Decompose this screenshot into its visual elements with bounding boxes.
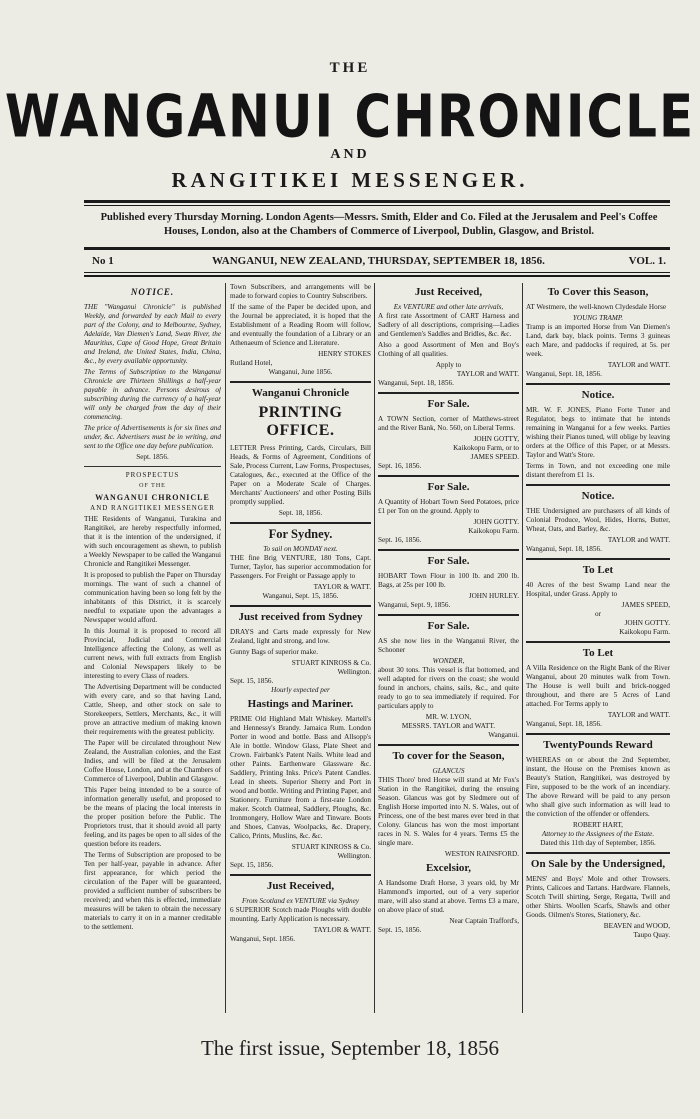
hotel-date: Wanganui, June 1856. — [268, 368, 333, 376]
prospectus-paragraph-3: In this Journal it is proposed to record all Provincial, Judicial and Commercial Intelligence affecting the Colony, as well as current news, with full extracts from English and Colonial Newspapers likely to be interesting to every Class of readers. — [84, 627, 221, 680]
divider — [378, 392, 519, 394]
terms-text: The Terms of Subscription to the Wanganui Chronicle are Thirteen Shillings a half-year payable in advance. Persons desirous of subscribing during the currency of a half-year will only be charged from the day of their commencing. — [84, 368, 221, 421]
notice-heading: NOTICE. — [130, 287, 175, 297]
flour-date: Wanganui, Sept. 9, 1856. — [378, 601, 451, 609]
reward-heading: TwentyPounds Reward — [543, 739, 653, 751]
divider — [378, 744, 519, 746]
town-section-location: Kaikokopu Farm, or to — [453, 444, 519, 452]
column-2 — [230, 283, 371, 1013]
just-received-subheading: Ex VENTURE and other late arrivals, — [393, 303, 504, 311]
prospectus-continued: Town Subscribers, and arrangements will be made to forward copies to Country Subscribers. — [230, 283, 371, 300]
produce-date: Wanganui, Sept. 18, 1856. — [526, 545, 602, 553]
town-section-date: Sept. 16, 1856. — [378, 462, 422, 470]
image-caption: The first issue, September 18, 1856 — [200, 1036, 500, 1060]
prospectus-paragraph-2: It is proposed to publish the Paper on Thursday mornings. The want of such a channel of communication having been so long felt by the inhabitants of this District, it is scarcely needful to expatiate upon the advantages a Newspaper would afford. — [84, 571, 221, 624]
schooner-text: AS she now lies in the Wanganui River, the Schooner — [378, 637, 519, 654]
westmere-text: AT Westmere, the well-known Clydesdale Horse — [526, 303, 667, 311]
divider — [378, 549, 519, 551]
prospectus-paragraph-4: The Advertising Department will be conducted with every care, and so that having Land, Cattle, Sheep, and other stock on sale to Storekeepers, Settlers, Merchants, &c., it will prove an attractive medium of making known their requirements with the greatest publicity. — [84, 683, 221, 736]
young-tramp: YOUNG TRAMP. — [572, 314, 624, 322]
received-text: DRAYS and Carts made expressly for New Zealand, light and strong, and low. — [230, 628, 371, 645]
ploughs-text: 6 SUPERIOR Scotch made Ploughs with double mounting. Early Application is necessary. — [230, 906, 371, 923]
publication-line-1: Published every Thursday Morning. London Agents—Messrs. Smith, Elder and Co. Filed at the Jerusalem and Peel's Coffee — [100, 212, 658, 223]
harness-date: Wanganui, Sept. 18, 1856. — [378, 379, 454, 387]
cover-season-heading: To cover for the Season, — [392, 750, 505, 762]
issue-dateline-row — [84, 255, 670, 270]
goods-location: Wellington. — [337, 852, 371, 860]
prospectus-heading: PROSPECTUS — [125, 471, 180, 479]
excelsior-text: A Handsome Draft Horse, 3 years old, by Mr Hammond's imported, out of a very superior mare, will also stand at above. Terms £3 a mare, on above place of stud. — [378, 879, 519, 914]
cover-this-season-heading: To Cover this Season, — [547, 286, 649, 298]
excelsior-heading: Excelsior, — [425, 862, 472, 874]
to-let-heading-2: To Let — [582, 647, 614, 659]
sydney-subheading: To sail on MONDAY next. — [263, 545, 338, 553]
town-section-signature-2: JAMES SPEED. — [470, 453, 519, 461]
signature-henry-stokes: HENRY STOKES — [318, 350, 371, 358]
horse-name: GLANCUS — [432, 767, 465, 775]
received-date: Sept. 15, 1856. — [230, 677, 274, 685]
divider — [230, 605, 371, 607]
dateline-rule-bottom — [84, 272, 670, 273]
divider — [526, 733, 670, 735]
clothing-text: Also a good Assortment of Men and Boy's Clothing of all qualities. — [378, 341, 519, 358]
sydney-heading: For Sydney. — [268, 527, 333, 541]
town-section-signature: JOHN GOTTY, — [473, 435, 519, 443]
on-sale-text: MENS' and Boys' Mole and other Trowsers. Prints, Calicoes and Tartans. Hardware. Flannels, Scotch Twill shirting, Serge, Regatta, Twill and other Shirts. Woollen Scarfs, Shawls and other Goods. Oilmen's Stores, Stationery, &c. — [526, 875, 670, 919]
reward-date: Dated this 11th day of September, 1856. — [540, 839, 656, 847]
ploughs-signature: TAYLOR & WATT. — [313, 926, 371, 934]
divider — [378, 475, 519, 477]
column-4 — [526, 283, 670, 1013]
column-divider-3 — [522, 283, 523, 1013]
hotel-name: Rutland Hotel, — [230, 359, 273, 367]
divider — [378, 614, 519, 616]
divider — [526, 383, 670, 385]
tramp-signature: TAYLOR and WATT. — [607, 361, 670, 369]
goods-signature: STUART KINROSS & Co. — [291, 843, 371, 851]
received-location: Wellington. — [337, 668, 371, 676]
divider — [230, 381, 371, 383]
sydney-date: Wanganui, Sept. 15, 1856. — [262, 592, 339, 600]
issue-number: No 1 — [92, 255, 114, 267]
town-section-text: A TOWN Section, corner of Matthews-street and the River Bank, No. 560, on Liberal Terms. — [378, 415, 519, 432]
prospectus-of-the: OF THE — [139, 483, 166, 489]
horse-signature: WESTON RAINSFORD. — [444, 850, 519, 858]
column-divider-2 — [374, 283, 375, 1013]
newspaper-title: WANGANUI CHRONICLE — [4, 82, 696, 151]
notice-heading-2: Notice. — [581, 490, 615, 502]
on-sale-location: Taupo Quay. — [633, 931, 670, 939]
potatoes-signature: JOHN GOTTY. — [473, 518, 519, 526]
for-sale-heading-1: For Sale. — [427, 398, 470, 410]
divider — [230, 522, 371, 524]
notice-heading-1: Notice. — [581, 389, 615, 401]
swamp-land-text: 40 Acres of the best Swamp Land near the Hospital, under Grass. Apply to — [526, 581, 670, 598]
horse-text: THIS Thoro' bred Horse will stand at Mr Fox's Station in the Rangitikei, during the ensuing Season. Glancus was got by Sledmere out of English Horse imported into N. S. Wales, out of Princess, one of the best mares ever bred in that Colony. Glancus has won the most important races in N. S. Wales for 4 years. Terms £5 the single mare. — [378, 776, 519, 847]
swamp-land-signature: JAMES SPEED, — [621, 601, 670, 609]
ploughs-date: Wanganui, Sept. 1856. — [230, 935, 296, 943]
printing-office-text: LETTER Press Printing, Cards, Circulars, Bill Heads, & Forms of Agreement, Conditions of Sale, Process Current, Law Forms, Prospectuses, Catalogues, &c., executed at the Office of the Paper on a Moderate Scale of Charges. Merchants' Auctioneers' and other Posting Bills promptly supplied. — [230, 444, 371, 506]
notice-date: Sept. 1856. — [136, 453, 169, 461]
dateline-rule-top — [84, 247, 670, 250]
reward-text: WHEREAS on or about the 2nd September, instant, the House on the Premises known as Beauty's Station, Rangitikei, was destroyed by Fire, supposed to be the work of an incendiary. The above Reward will be paid to any person who shall give such information as will lead to the conviction of the offender or offenders. — [526, 756, 670, 818]
villa-signature: TAYLOR and WATT. — [607, 711, 670, 719]
divider — [526, 641, 670, 643]
schooner-signature-2: MESSRS. TAYLOR and WATT. — [401, 722, 496, 730]
prospectus-paragraph-6: This Paper being intended to be a source of information generally useful, and proposed to be the means of placing the local interests in the proper position before the Public. The Proprietors trust, that it should avoid all party feeling, and its pages be open to all sides of the question before its readers. — [84, 786, 221, 848]
on-sale-signature: BEAVEN and WOOD, — [603, 922, 670, 930]
dateline-rule-bottom-thick — [84, 275, 670, 277]
schooner-name: WONDER, — [432, 657, 465, 665]
printing-office-title: PRINTING OFFICE. — [258, 404, 343, 439]
prospectus-title: WANGANUI CHRONICLE — [95, 493, 210, 502]
prospectus-paragraph-7: The Terms of Subscription are proposed to be Ten per half-year, payable in advance. After first appearance, for which period the circulation of the Paper will be guaranteed, provided a sufficient number of subscribers be received; and when this is effected, immediate measures will be taken to obtain the necessary materials to carry it on in a manner creditable to the settlement. — [84, 851, 221, 931]
excelsior-date: Sept. 15, 1856. — [378, 926, 422, 934]
divider — [526, 852, 670, 854]
prospectus-paragraph-1: THE Residents of Wanganui, Turakina and Rangitikei, are hereby respectfully informed, that it is the intention of the undersigned, if with such encouragement as shewn, to publish a Weekly Newspaper to be called the Wanganui Chronicle and Rangitikei Messenger. — [84, 515, 221, 568]
on-sale-heading: On Sale by the Undersigned, — [530, 858, 666, 870]
received-signature: STUART KINROSS & Co. — [291, 659, 371, 667]
price-text: The price of Advertisements is for six lines and under, &c. Advertisers must be in writing, and sent to the Office one day before publication. — [84, 424, 221, 450]
issue-volume: VOL. 1. — [628, 255, 666, 267]
swamp-land-or: or — [595, 610, 601, 618]
hourly-expected: Hourly expected per — [271, 686, 330, 694]
column-1 — [84, 283, 221, 1013]
potatoes-date: Sept. 16, 1856. — [378, 536, 422, 544]
masthead-rule-top — [84, 200, 670, 203]
flour-signature: JOHN HURLEY. — [468, 592, 519, 600]
prospectus-subtitle: AND RANGITIKEI MESSENGER — [90, 504, 215, 512]
divider — [526, 558, 670, 560]
tramp-text: Tramp is an imported Horse from Van Diemen's Land, dark bay, black points. Terms 3 guineas each Mare, and paddocks if required, at 5s. per week. — [526, 323, 670, 358]
piano-text: MR. W. F. JONES, Piano Forte Tuner and Regulator, begs to intimate that he intends remaining in Wanganui for a few weeks. Parties wishing their Pianos tuned, will oblige by leaving orders at the Office of this Paper, or at Messrs. Taylor and Watt's Store. — [526, 406, 670, 459]
apply-to: Apply to — [435, 361, 462, 369]
newspaper-subtitle: RANGITIKEI MESSENGER. — [171, 168, 529, 192]
to-let-heading-1: To Let — [582, 564, 614, 576]
reward-role: Attorney to the Assignees of the Estate. — [541, 830, 655, 838]
excelsior-location: Near Captain Trafford's, — [449, 917, 519, 925]
schooner-text-2: about 30 tons. This vessel is flat bottomed, and well adapted for rivers on the coast; she would found in anchors, chains, sails, &c., and quite ready to go to sea immediately if required. For particulars apply to — [378, 666, 519, 710]
divider — [230, 874, 371, 876]
issue-dateline: WANGANUI, NEW ZEALAND, THURSDAY, SEPTEMBER 18, 1856. — [212, 255, 545, 267]
harness-text: A first rate Assortment of CART Harness and Sadlery of all descriptions, comprising—Ladies and Gentlemen's Saddles and Bridles, &c. &c. — [378, 312, 519, 338]
received-heading: Just received from Sydney — [238, 611, 363, 623]
swamp-land-location: Kaikokopu Farm. — [619, 628, 670, 636]
harness-signature: TAYLOR and WATT. — [456, 370, 519, 378]
prospectus-paragraph-5: The Paper will be circulated throughout New Zealand, the Australian colonies, and the East Indies, and will be filed at the Jerusalem Coffee House, London, and at the Chambers of Commerce of Liverpool, Dublin and Glasgow. — [84, 739, 221, 783]
masthead-rule-top-thin — [84, 205, 670, 206]
hastings-heading: Hastings and Mariner. — [247, 698, 354, 710]
sydney-signature: TAYLOR & WATT. — [313, 583, 371, 591]
printing-office-heading: Wanganui Chronicle — [251, 387, 350, 399]
just-received-heading: Just Received, — [414, 286, 483, 298]
publication-line-2: Houses, London, also at the Chambers of Commerce of Liverpool, Dublin, Glasgow, and Bristol. — [163, 226, 595, 237]
swamp-land-signature-2: JOHN GOTTY. — [624, 619, 670, 627]
potatoes-text: A Quantity of Hobart Town Seed Potatoes, price £1 per Ton on the ground. Apply to — [378, 498, 519, 515]
for-sale-heading-4: For Sale. — [427, 620, 470, 632]
just-received-heading: Just Received, — [266, 880, 335, 892]
divider — [84, 466, 221, 467]
produce-signature: TAYLOR and WATT. — [607, 536, 670, 544]
flour-text: HOBART Town Flour in 100 lb. and 200 lb. Bags, at 25s per 100 lb. — [378, 572, 519, 589]
column-3 — [378, 283, 519, 1013]
potatoes-location: Kaikokopu Farm. — [468, 527, 519, 535]
piano-terms: Terms in Town, and not exceeding one mile distant therefrom £1 1s. — [526, 462, 670, 479]
just-received-subheading: From Scotland ex VENTURE via Sydney — [242, 897, 359, 905]
printing-office-date: Sept. 18, 1856. — [278, 509, 323, 517]
villa-date: Wanganui, Sept. 18, 1856. — [526, 720, 602, 728]
produce-text: THE Undersigned are purchasers of all kinds of Colonial Produce, Wool, Hides, Horns, Butter, Wheat, Oats, and Barley, &c. — [526, 507, 670, 533]
prospectus-continued-2: If the same of the Paper be decided upon, and the Journal be appreciated, it is hoped that the Establishment of a Reading Room will follow, and eventually the foundation of a Library or an Athenaeum of Science and Literature. — [230, 303, 371, 347]
notice-text: THE "Wanganui Chronicle" is published Weekly, and forwarded by each Mail to every part of the Colony, and to Melbourne, Sydney, Adelaide, Van Diemen's Land, Swan River, the Mauritius, Cape of Good Hope, Great Britain and Ireland, the United States, India, China, &c., by every available opportunity. — [84, 303, 221, 365]
villa-text: A Villa Residence on the Right Bank of the River Wanganui, about 20 minutes walk from Town. The House is well built and brick-nogged throughout, and there are 5 Acres of Land attached. For Terms apply to — [526, 664, 670, 708]
goods-list: PRIME Old Highland Malt Whiskey. Martell's and Hennessy's Brandy. Jamaica Rum. London Porter in wood and bottle. Bass and Allsopp's Ale in bottle. Window Glass, Plate Sheet and Crown. Fairbank's Patent Nails. White lead and other Paints. Earthenware Glassware &c. Saddlery, Printing Inks. Price's Patent Candles. Lead in sheets. Superior Sherry and Port in wood and bottle. Writing and Printing Paper, and Stationery. Furniture from a first-rate London maker. Scotch Oatmeal, Saddlery, Ploughs, &c. Ironmongery, Hollow Ware and Tinware. Boots and Shoes, Canvas, Woolpacks, &c. Drapery, Calico, Prints, Muslins, &c. &c. — [230, 715, 371, 840]
column-divider-1 — [225, 283, 226, 1013]
goods-date: Sept. 15, 1856. — [230, 861, 274, 869]
sydney-text: THE fine Brig VENTURE, 180 Tons, Capt. Turner, Taylor, has superior accommodation for Passengers. For Freight or Passage apply to — [230, 554, 371, 580]
schooner-location: Wanganui. — [488, 731, 519, 739]
reward-signature: ROBERT HART, — [573, 821, 623, 829]
schooner-signature: MR. W. LYON, — [425, 713, 472, 721]
publication-details — [96, 211, 662, 239]
masthead-the: THE — [329, 60, 371, 76]
for-sale-heading-2: For Sale. — [427, 481, 470, 493]
masthead-and: AND — [330, 147, 370, 162]
divider — [526, 484, 670, 486]
for-sale-heading-3: For Sale. — [427, 555, 470, 567]
tramp-date: Wanganui, Sept. 18, 1856. — [526, 370, 602, 378]
received-text-2: Gunny Bags of superior make. — [230, 648, 319, 656]
